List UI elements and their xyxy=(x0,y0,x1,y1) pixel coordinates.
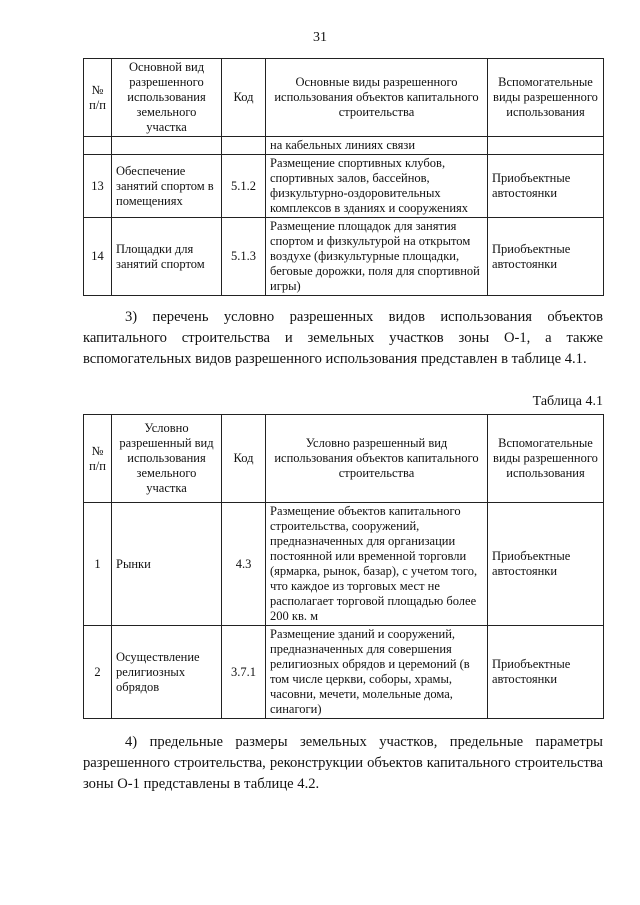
row-objects: Размещение объектов капитального строительства, сооружений, предназначенных для организации постоянной или временной торговли (ярмарка, рынок, базар), с учетом того, что каждое из торговых мест не располагает торговой площадью более 200 кв. м xyxy=(266,503,488,626)
row-aux: Приобъектные автостоянки xyxy=(488,155,604,218)
row-code: 3.7.1 xyxy=(222,626,266,719)
row-type: Обеспечение занятий спортом в помещениях xyxy=(112,155,222,218)
row-objects: Размещение спортивных клубов, спортивных залов, бассейнов, физкультурно-оздоровительных комплексов в зданиях и сооружениях xyxy=(266,155,488,218)
header-objects: Условно разрешенный вид использования объектов капитального строительства xyxy=(266,415,488,503)
table-header-row xyxy=(84,59,604,137)
row-code: 5.1.3 xyxy=(222,218,266,296)
row-type: Площадки для занятий спортом xyxy=(112,218,222,296)
header-land-use: Условно разрешенный вид использования земельного участка xyxy=(112,415,222,503)
header-land-use: Основной вид разрешенного использования земельного участка xyxy=(112,59,222,137)
header-num: № п/п xyxy=(84,415,112,503)
table-row xyxy=(84,626,604,719)
table-row xyxy=(84,155,604,218)
row-num: 14 xyxy=(84,218,112,296)
table-main-uses xyxy=(83,58,604,296)
page-number: 31 xyxy=(313,30,327,45)
header-aux: Вспомогательные виды разрешенного использования xyxy=(488,59,604,137)
table-row xyxy=(84,137,604,155)
paragraph-4: 4) предельные размеры земельных участков, предельные параметры разрешенного строительства, реконструкции объектов капитального строительства зоны О-1 представлены в таблице 4.2. xyxy=(83,734,603,792)
table-caption: Таблица 4.1 xyxy=(532,394,603,409)
row-num: 1 xyxy=(84,503,112,626)
row-num: 2 xyxy=(84,626,112,719)
row-type: Рынки xyxy=(112,503,222,626)
header-objects: Основные виды разрешенного использования объектов капитального строительства xyxy=(266,59,488,137)
row-aux: Приобъектные автостоянки xyxy=(488,503,604,626)
paragraph-3: 3) перечень условно разрешенных видов использования объектов капитального строительства и земельных участков зоны О-1, а также вспомогательных видов разрешенного использования представлен в таблице 4.1. xyxy=(83,309,603,367)
row-aux: Приобъектные автостоянки xyxy=(488,218,604,296)
continuation-cell: на кабельных линиях связи xyxy=(266,137,488,155)
row-aux: Приобъектные автостоянки xyxy=(488,626,604,719)
row-code: 5.1.2 xyxy=(222,155,266,218)
row-code: 4.3 xyxy=(222,503,266,626)
header-code: Код xyxy=(222,59,266,137)
table-conditional-uses xyxy=(83,414,604,719)
header-aux: Вспомогательные виды разрешенного использования xyxy=(488,415,604,503)
row-type: Осуществление религиозных обрядов xyxy=(112,626,222,719)
header-num: № п/п xyxy=(84,59,112,137)
table-header-row xyxy=(84,415,604,503)
table-row xyxy=(84,503,604,626)
table-row xyxy=(84,218,604,296)
header-code: Код xyxy=(222,415,266,503)
row-objects: Размещение площадок для занятия спортом и физкультурой на открытом воздухе (физкультурные площадки, беговые дорожки, поля для спортивной игры) xyxy=(266,218,488,296)
row-num: 13 xyxy=(84,155,112,218)
row-objects: Размещение зданий и сооружений, предназначенных для совершения религиозных обрядов и церемоний (в том числе церкви, соборы, храмы, часовни, мечети, молельные дома, синагоги) xyxy=(266,626,488,719)
